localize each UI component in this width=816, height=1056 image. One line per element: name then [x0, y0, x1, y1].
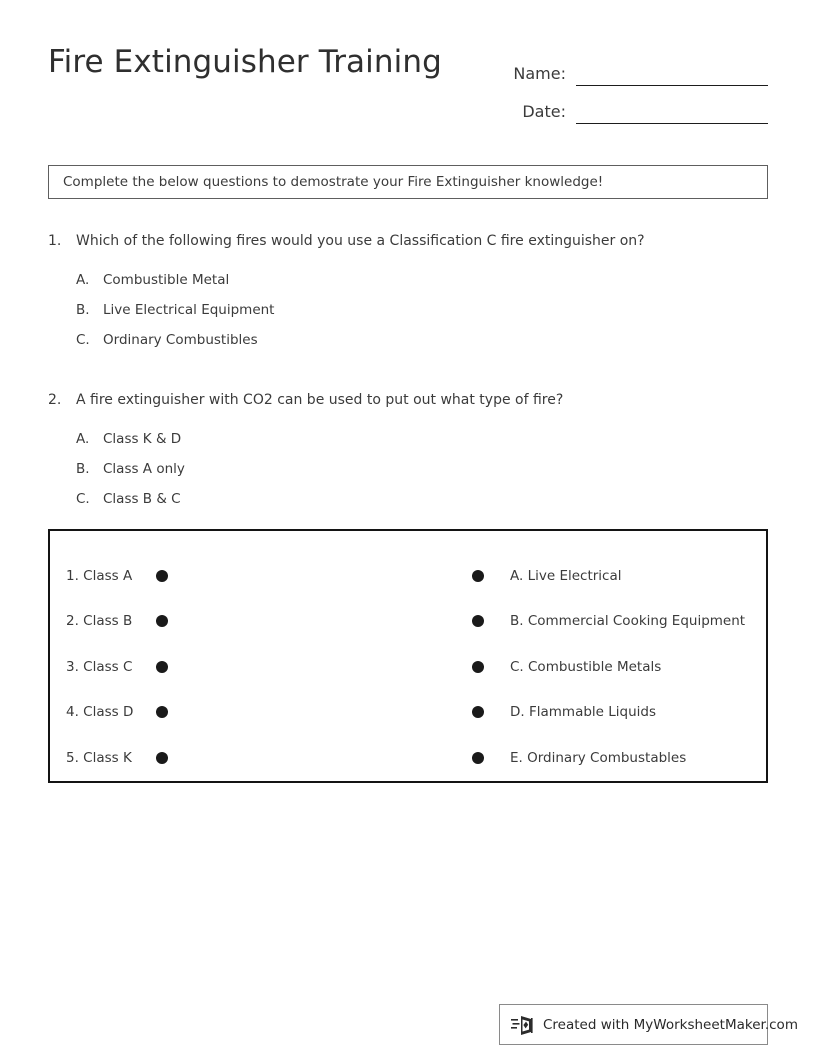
matching-left-label-2: 2. Class B: [66, 613, 133, 630]
name-field-row: [498, 48, 768, 86]
name-field-label: Name:: [513, 64, 566, 83]
matching-left-item-3[interactable]: [50, 644, 420, 690]
instruction-text: Complete the below questions to demostrate your Fire Extinguisher knowledge!: [63, 174, 604, 190]
page-title: Fire Extinguisher Training: [48, 44, 442, 80]
question-2-option-a-letter: A.: [76, 431, 90, 447]
date-field-row: [498, 86, 768, 124]
date-field-label: Date:: [522, 102, 566, 121]
matching-left-label-1: 1. Class A: [66, 567, 133, 584]
question-2-option-b-text: Class A only: [103, 461, 185, 477]
question-2-option-c-text: Class B & C: [103, 491, 181, 507]
matching-left-item-5[interactable]: [50, 735, 420, 781]
matching-right-item-b[interactable]: [420, 599, 765, 645]
question-2-option-a[interactable]: [48, 429, 768, 459]
question-1-option-a[interactable]: [48, 270, 768, 300]
question-1-options: [48, 270, 768, 360]
matching-left-item-2[interactable]: [50, 599, 420, 645]
match-dot-icon[interactable]: [472, 706, 484, 718]
question-1-prompt: [48, 231, 768, 251]
question-1-number: 1.: [48, 233, 62, 249]
matching-right-label-b: B. Commercial Cooking Equipment: [510, 613, 746, 630]
question-1-option-c-letter: C.: [76, 332, 90, 348]
match-dot-icon[interactable]: [156, 752, 168, 764]
question-2-prompt: [48, 390, 768, 410]
matching-right-item-c[interactable]: [420, 644, 765, 690]
question-2-text: A fire extinguisher with CO2 can be used to put out what type of fire?: [76, 392, 564, 408]
question-1-option-b-text: Live Electrical Equipment: [103, 302, 275, 318]
instruction-banner: [48, 165, 768, 199]
student-info-fields: [498, 48, 768, 124]
worksheet-maker-logo-icon: [511, 1013, 537, 1037]
question-2-number: 2.: [48, 392, 62, 408]
question-1: [48, 231, 768, 360]
question-2-option-b[interactable]: [48, 459, 768, 489]
question-2-option-c[interactable]: [48, 489, 768, 519]
question-2: [48, 390, 768, 519]
created-with-badge[interactable]: [499, 1004, 798, 1045]
badge-label: Created with MyWorksheetMaker.com: [543, 1016, 798, 1033]
matching-right-label-a: A. Live Electrical: [510, 567, 622, 584]
question-1-option-c-text: Ordinary Combustibles: [103, 332, 258, 348]
name-input-line[interactable]: [576, 63, 768, 86]
matching-left-label-3: 3. Class C: [66, 658, 133, 675]
matching-right-label-e: E. Ordinary Combustables: [510, 749, 687, 766]
matching-exercise-box: [48, 529, 768, 783]
match-dot-icon[interactable]: [156, 570, 168, 582]
matching-left-label-4: 4. Class D: [66, 704, 134, 721]
matching-columns: [50, 531, 766, 781]
questions-section: [48, 231, 768, 539]
question-2-option-a-text: Class K & D: [103, 431, 182, 447]
match-dot-icon[interactable]: [156, 706, 168, 718]
question-2-option-c-letter: C.: [76, 491, 90, 507]
matching-left-column: [50, 553, 420, 781]
matching-left-item-1[interactable]: [50, 553, 420, 599]
question-1-option-c[interactable]: [48, 330, 768, 360]
match-dot-icon[interactable]: [472, 752, 484, 764]
question-1-text: Which of the following fires would you use a Classification C fire extinguisher on?: [76, 233, 645, 249]
matching-right-item-e[interactable]: [420, 735, 765, 781]
question-2-option-b-letter: B.: [76, 461, 90, 477]
match-dot-icon[interactable]: [472, 615, 484, 627]
matching-right-label-c: C. Combustible Metals: [510, 658, 662, 675]
question-1-option-a-letter: A.: [76, 272, 90, 288]
matching-left-label-5: 5. Class K: [66, 749, 132, 766]
question-1-option-b[interactable]: [48, 300, 768, 330]
question-1-option-b-letter: B.: [76, 302, 90, 318]
question-1-option-a-text: Combustible Metal: [103, 272, 230, 288]
match-dot-icon[interactable]: [156, 615, 168, 627]
match-dot-icon[interactable]: [156, 661, 168, 673]
match-dot-icon[interactable]: [472, 570, 484, 582]
question-2-options: [48, 429, 768, 519]
matching-left-item-4[interactable]: [50, 690, 420, 736]
date-input-line[interactable]: [576, 101, 768, 124]
matching-right-column: [420, 553, 765, 781]
matching-right-item-d[interactable]: [420, 690, 765, 736]
matching-right-label-d: D. Flammable Liquids: [510, 704, 657, 721]
worksheet-header: [48, 42, 768, 132]
matching-right-item-a[interactable]: [420, 553, 765, 599]
match-dot-icon[interactable]: [472, 661, 484, 673]
